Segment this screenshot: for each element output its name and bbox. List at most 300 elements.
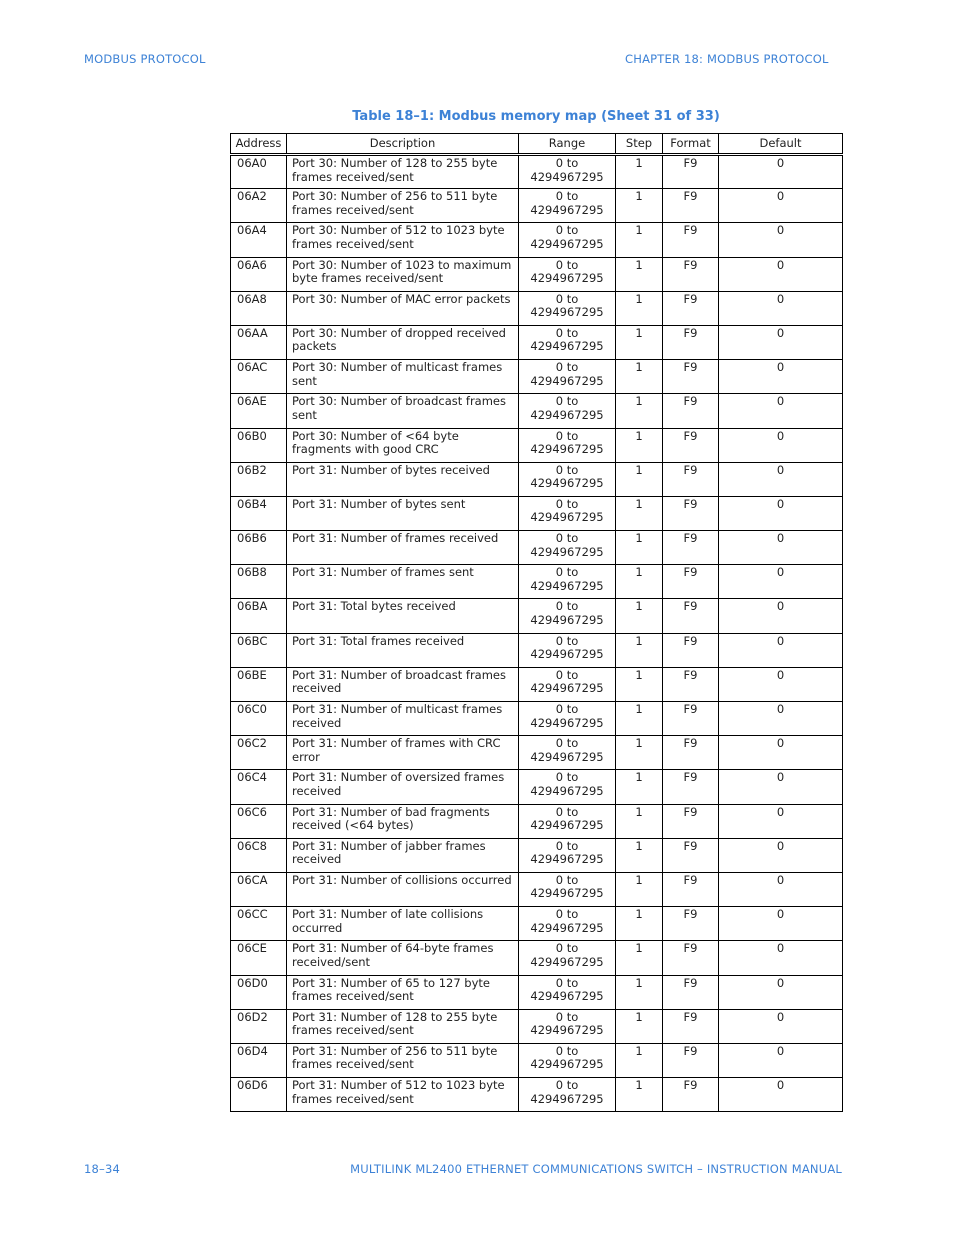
format-text: F9 (683, 428, 698, 443)
address-cell (231, 291, 287, 325)
range-cell (519, 770, 616, 804)
range-cell (519, 531, 616, 565)
step-text: 1 (635, 291, 643, 306)
description-text: Port 31: Number of frames with CRC error (292, 736, 501, 764)
range-from: 0 to (555, 462, 579, 477)
range-to: 4294967295 (530, 578, 604, 593)
description-cell (287, 155, 519, 189)
step-cell (616, 1078, 663, 1112)
step-cell (616, 223, 663, 257)
default-text: 0 (776, 462, 785, 477)
address-cell (231, 941, 287, 975)
step-cell (616, 872, 663, 906)
description-cell (287, 599, 519, 633)
description-text: Port 30: Number of 128 to 255 byte frames received/sent (292, 156, 498, 184)
format-text: F9 (683, 770, 698, 785)
description-cell (287, 804, 519, 838)
description-text: Port 30: Number of <64 byte fragments with good CRC (292, 428, 459, 456)
address-cell (231, 496, 287, 530)
range-from: 0 to (555, 838, 579, 853)
default-text: 0 (776, 428, 785, 443)
address-cell (231, 189, 287, 223)
description-text: Port 31: Number of bad fragments received (<64 bytes) (292, 804, 490, 833)
range-cell (519, 941, 616, 975)
step-text: 1 (635, 189, 643, 204)
format-text: F9 (683, 941, 698, 956)
address-cell (231, 736, 287, 770)
format-text: F9 (683, 462, 698, 477)
range-cell (519, 291, 616, 325)
default-text: 0 (776, 189, 785, 204)
range-cell (519, 1043, 616, 1077)
format-cell (663, 667, 719, 701)
description-cell (287, 291, 519, 325)
step-text: 1 (635, 565, 643, 580)
description-text: Port 30: Number of 512 to 1023 byte frames received/sent (292, 223, 505, 251)
step-cell (616, 667, 663, 701)
range-cell (519, 907, 616, 941)
range-to: 4294967295 (530, 818, 604, 833)
format-text: F9 (683, 907, 698, 922)
format-text: F9 (683, 633, 698, 648)
range-from: 0 to (555, 1043, 579, 1058)
format-cell (663, 189, 719, 223)
range-to: 4294967295 (530, 783, 604, 798)
default-text: 0 (776, 1009, 785, 1024)
description-text: Port 30: Number of dropped received packets (292, 325, 506, 354)
range-from: 0 to (555, 565, 579, 580)
address-text: 06D6 (237, 1078, 268, 1093)
format-cell (663, 804, 719, 838)
range-cell (519, 599, 616, 633)
format-text: F9 (683, 1043, 698, 1058)
format-text: F9 (683, 872, 698, 887)
description-text: Port 31: Number of late collisions occurred (292, 907, 484, 935)
format-cell (663, 223, 719, 257)
default-text: 0 (776, 156, 785, 170)
format-cell (663, 1078, 719, 1112)
range-cell (519, 804, 616, 838)
description-cell (287, 223, 519, 257)
range-cell (519, 155, 616, 189)
step-cell (616, 155, 663, 189)
range-to: 4294967295 (530, 407, 604, 422)
default-text: 0 (776, 1078, 785, 1093)
description-text: Port 30: Number of 256 to 511 byte frames received/sent (292, 189, 498, 217)
format-text: F9 (683, 291, 698, 306)
range-cell (519, 1078, 616, 1112)
range-to: 4294967295 (530, 510, 604, 525)
table-row (231, 838, 843, 872)
format-cell (663, 1009, 719, 1043)
step-cell (616, 394, 663, 428)
format-cell (663, 291, 719, 325)
address-cell (231, 257, 287, 291)
default-text: 0 (776, 872, 785, 887)
step-cell (616, 462, 663, 496)
table-row (231, 531, 843, 565)
address-text: 06CA (237, 872, 268, 887)
column-header-description: Description (287, 134, 519, 155)
address-cell (231, 1078, 287, 1112)
table-row (231, 394, 843, 428)
default-cell (719, 291, 843, 325)
format-text: F9 (683, 975, 698, 990)
range-cell (519, 189, 616, 223)
table-row (231, 1043, 843, 1077)
default-cell (719, 325, 843, 359)
default-cell (719, 1078, 843, 1112)
default-text: 0 (776, 496, 785, 511)
table-row (231, 325, 843, 359)
description-text: Port 31: Number of oversized frames received (292, 770, 505, 798)
default-cell (719, 770, 843, 804)
range-to: 4294967295 (530, 852, 604, 867)
address-text: 06BC (237, 633, 268, 648)
address-text: 06B2 (237, 462, 267, 477)
range-from: 0 to (555, 941, 579, 956)
default-cell (719, 872, 843, 906)
description-cell (287, 325, 519, 359)
address-cell (231, 975, 287, 1009)
range-from: 0 to (555, 975, 579, 990)
default-cell (719, 804, 843, 838)
description-cell (287, 394, 519, 428)
step-text: 1 (635, 531, 643, 546)
address-text: 06CE (237, 941, 267, 956)
format-cell (663, 941, 719, 975)
address-text: 06A8 (237, 291, 267, 306)
range-cell (519, 394, 616, 428)
range-to: 4294967295 (530, 236, 604, 251)
table-row (231, 804, 843, 838)
description-text: Port 31: Number of jabber frames received (292, 838, 486, 867)
format-cell (663, 360, 719, 394)
description-cell (287, 1009, 519, 1043)
default-text: 0 (776, 291, 785, 306)
step-text: 1 (635, 770, 643, 785)
range-cell (519, 736, 616, 770)
column-header-step: Step (616, 134, 663, 155)
step-cell (616, 291, 663, 325)
table-row (231, 941, 843, 975)
range-from: 0 to (555, 257, 579, 272)
address-text: 06BA (237, 599, 268, 614)
description-text: Port 31: Total frames received (292, 633, 465, 648)
range-from: 0 to (555, 736, 579, 751)
description-text: Port 31: Number of bytes sent (292, 496, 466, 511)
default-cell (719, 1009, 843, 1043)
address-text: 06BE (237, 667, 267, 682)
description-text: Port 31: Number of 256 to 511 byte frames received/sent (292, 1043, 498, 1072)
table-row (231, 1009, 843, 1043)
range-cell (519, 462, 616, 496)
step-text: 1 (635, 804, 643, 819)
default-text: 0 (776, 667, 785, 682)
description-cell (287, 462, 519, 496)
default-cell (719, 394, 843, 428)
step-cell (616, 257, 663, 291)
range-to: 4294967295 (530, 271, 604, 286)
address-cell (231, 223, 287, 257)
address-text: 06C0 (237, 702, 267, 716)
default-cell (719, 428, 843, 462)
address-text: 06A6 (237, 257, 267, 272)
format-text: F9 (683, 394, 698, 409)
description-text: Port 31: Number of bytes received (292, 462, 490, 477)
default-text: 0 (776, 360, 785, 375)
table-row (231, 496, 843, 530)
range-to: 4294967295 (530, 1091, 604, 1106)
format-text: F9 (683, 325, 698, 340)
format-text: F9 (683, 531, 698, 546)
default-cell (719, 702, 843, 736)
format-cell (663, 770, 719, 804)
step-cell (616, 360, 663, 394)
table-row (231, 565, 843, 599)
default-text: 0 (776, 1043, 785, 1058)
range-cell (519, 257, 616, 291)
format-cell (663, 907, 719, 941)
default-text: 0 (776, 907, 785, 922)
range-cell (519, 838, 616, 872)
description-text: Port 31: Number of 65 to 127 byte frames received/sent (292, 975, 490, 1003)
range-cell (519, 667, 616, 701)
address-cell (231, 804, 287, 838)
range-from: 0 to (555, 394, 579, 409)
address-text: 06CC (237, 907, 268, 922)
range-cell (519, 1009, 616, 1043)
address-cell (231, 325, 287, 359)
description-cell (287, 360, 519, 394)
step-text: 1 (635, 975, 643, 990)
step-cell (616, 975, 663, 1009)
default-text: 0 (776, 838, 785, 853)
running-header-chapter: CHAPTER 18: MODBUS PROTOCOL (625, 52, 829, 66)
address-cell (231, 360, 287, 394)
range-from: 0 to (555, 770, 579, 785)
address-text: 06AC (237, 360, 268, 375)
format-text: F9 (683, 667, 698, 682)
step-text: 1 (635, 496, 643, 511)
step-text: 1 (635, 394, 643, 409)
table-row (231, 872, 843, 906)
range-to: 4294967295 (530, 339, 604, 354)
default-cell (719, 736, 843, 770)
default-text: 0 (776, 736, 785, 751)
range-to: 4294967295 (530, 373, 604, 388)
range-to: 4294967295 (530, 169, 604, 184)
description-cell (287, 633, 519, 667)
step-text: 1 (635, 907, 643, 922)
format-cell (663, 531, 719, 565)
format-text: F9 (683, 736, 698, 751)
table-header-row (231, 134, 843, 155)
description-cell (287, 907, 519, 941)
description-cell (287, 189, 519, 223)
manual-title: MULTILINK ML2400 ETHERNET COMMUNICATIONS SWITCH – INSTRUCTION MANUAL (350, 1162, 842, 1176)
default-text: 0 (776, 770, 785, 785)
range-to: 4294967295 (530, 612, 604, 627)
table-row (231, 189, 843, 223)
format-text: F9 (683, 360, 698, 375)
step-text: 1 (635, 1043, 643, 1058)
format-cell (663, 428, 719, 462)
description-text: Port 31: Number of 64-byte frames received/sent (292, 941, 494, 969)
range-from: 0 to (555, 223, 579, 238)
range-from: 0 to (555, 360, 579, 375)
step-text: 1 (635, 1078, 643, 1093)
format-text: F9 (683, 1009, 698, 1024)
column-header-range: Range (519, 134, 616, 155)
address-text: 06AA (237, 325, 268, 340)
format-cell (663, 872, 719, 906)
step-cell (616, 702, 663, 736)
range-cell (519, 325, 616, 359)
range-to: 4294967295 (530, 202, 604, 217)
default-text: 0 (776, 941, 785, 956)
range-to: 4294967295 (530, 886, 604, 901)
step-cell (616, 907, 663, 941)
address-cell (231, 599, 287, 633)
address-cell (231, 394, 287, 428)
default-cell (719, 667, 843, 701)
description-text: Port 31: Number of frames received (292, 531, 499, 546)
range-from: 0 to (555, 1078, 579, 1093)
default-cell (719, 155, 843, 189)
address-cell (231, 428, 287, 462)
step-cell (616, 599, 663, 633)
description-text: Port 31: Number of frames sent (292, 565, 474, 580)
format-text: F9 (683, 496, 698, 511)
default-cell (719, 496, 843, 530)
description-text: Port 30: Number of MAC error packets (292, 291, 511, 306)
description-cell (287, 838, 519, 872)
default-cell (719, 1043, 843, 1077)
format-cell (663, 1043, 719, 1077)
format-text: F9 (683, 189, 698, 204)
default-cell (719, 633, 843, 667)
format-text: F9 (683, 257, 698, 272)
description-text: Port 31: Number of collisions occurred (292, 872, 512, 887)
default-text: 0 (776, 565, 785, 580)
range-to: 4294967295 (530, 305, 604, 320)
step-text: 1 (635, 599, 643, 614)
range-to: 4294967295 (530, 476, 604, 491)
range-to: 4294967295 (530, 1023, 604, 1038)
range-from: 0 to (555, 872, 579, 887)
range-from: 0 to (555, 633, 579, 648)
range-to: 4294967295 (530, 989, 604, 1003)
range-from: 0 to (555, 325, 579, 340)
step-text: 1 (635, 736, 643, 751)
default-cell (719, 907, 843, 941)
address-text: 06A2 (237, 189, 267, 204)
format-cell (663, 702, 719, 736)
step-cell (616, 1009, 663, 1043)
table-row (231, 1078, 843, 1112)
range-to: 4294967295 (530, 715, 604, 730)
description-text: Port 31: Number of multicast frames received (292, 702, 503, 730)
default-cell (719, 257, 843, 291)
address-text: 06C8 (237, 838, 267, 853)
column-header-default: Default (719, 134, 843, 155)
table-row (231, 667, 843, 701)
address-text: 06C6 (237, 804, 267, 819)
range-to: 4294967295 (530, 442, 604, 456)
address-cell (231, 462, 287, 496)
format-cell (663, 394, 719, 428)
address-cell (231, 155, 287, 189)
step-cell (616, 770, 663, 804)
format-text: F9 (683, 156, 698, 170)
default-text: 0 (776, 257, 785, 272)
range-cell (519, 872, 616, 906)
step-text: 1 (635, 156, 643, 170)
address-text: 06D2 (237, 1009, 268, 1024)
format-cell (663, 975, 719, 1009)
description-cell (287, 1078, 519, 1112)
default-text: 0 (776, 599, 785, 614)
address-cell (231, 1043, 287, 1077)
format-text: F9 (683, 223, 698, 238)
range-cell (519, 428, 616, 462)
format-cell (663, 599, 719, 633)
table-row (231, 736, 843, 770)
default-text: 0 (776, 702, 785, 716)
address-text: 06B0 (237, 428, 267, 443)
default-cell (719, 223, 843, 257)
step-cell (616, 428, 663, 462)
description-cell (287, 1043, 519, 1077)
description-cell (287, 975, 519, 1009)
description-cell (287, 667, 519, 701)
step-cell (616, 804, 663, 838)
address-cell (231, 633, 287, 667)
range-cell (519, 975, 616, 1009)
running-header-section: MODBUS PROTOCOL (84, 52, 206, 66)
column-header-address: Address (231, 134, 287, 155)
range-from: 0 to (555, 428, 579, 443)
table-row (231, 155, 843, 189)
format-cell (663, 496, 719, 530)
table-title: Table 18–1: Modbus memory map (Sheet 31 of 33) (352, 109, 720, 124)
range-cell (519, 223, 616, 257)
range-from: 0 to (555, 496, 579, 511)
default-text: 0 (776, 975, 785, 990)
step-text: 1 (635, 1009, 643, 1024)
step-cell (616, 1043, 663, 1077)
range-to: 4294967295 (530, 647, 604, 662)
address-text: 06D0 (237, 975, 268, 990)
description-cell (287, 770, 519, 804)
range-from: 0 to (555, 531, 579, 546)
range-cell (519, 496, 616, 530)
address-text: 06B8 (237, 565, 267, 580)
format-text: F9 (683, 599, 698, 614)
step-text: 1 (635, 941, 643, 956)
step-text: 1 (635, 360, 643, 375)
range-from: 0 to (555, 907, 579, 922)
address-text: 06D4 (237, 1043, 268, 1058)
format-cell (663, 462, 719, 496)
step-cell (616, 496, 663, 530)
table-row (231, 975, 843, 1009)
table-row (231, 291, 843, 325)
range-cell (519, 633, 616, 667)
default-cell (719, 565, 843, 599)
description-text: Port 31: Number of 512 to 1023 byte frames received/sent (292, 1078, 505, 1106)
